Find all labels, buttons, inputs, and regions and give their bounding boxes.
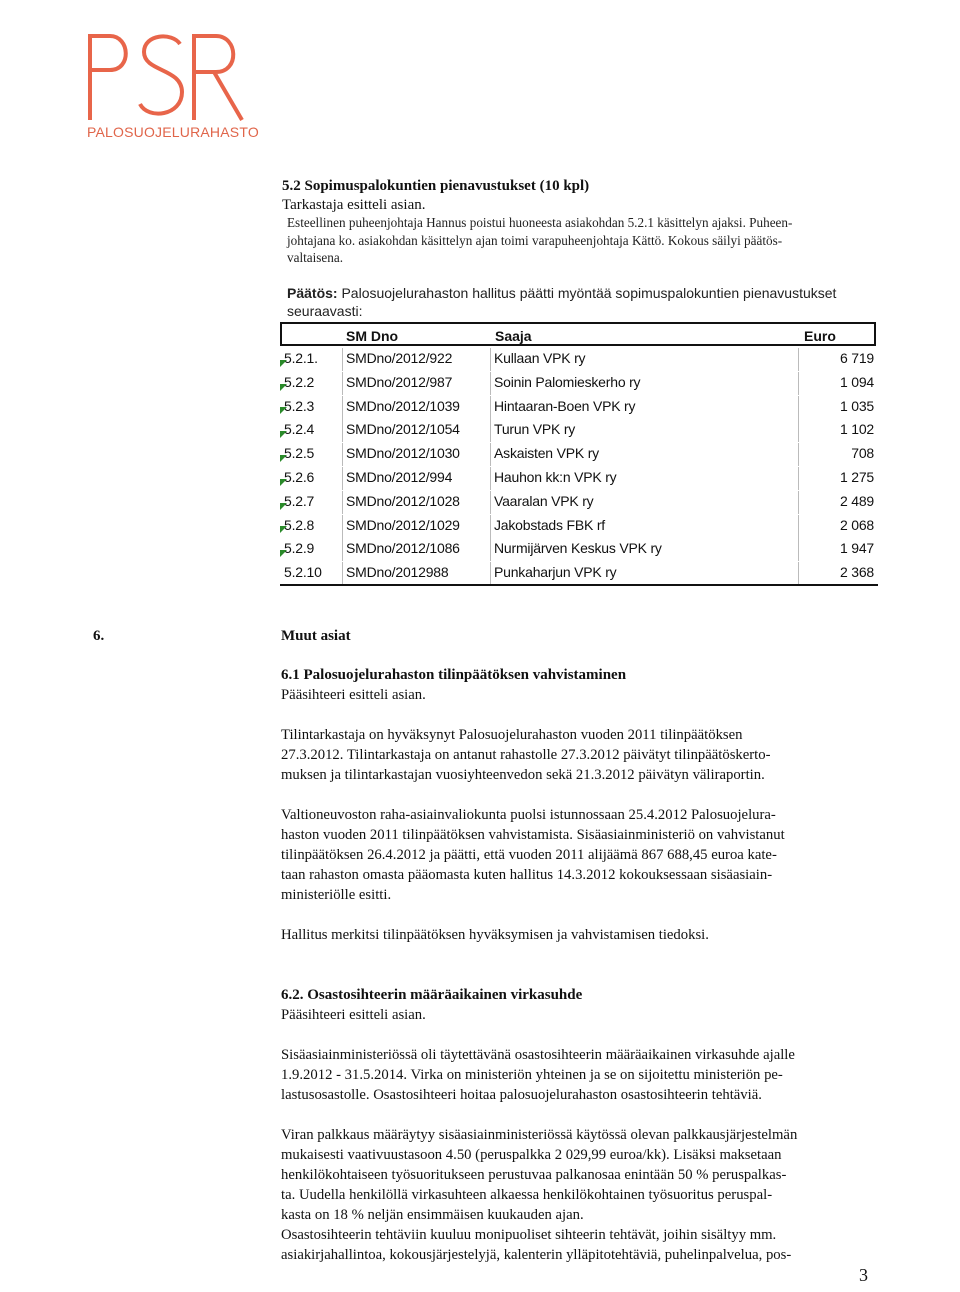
text-line: Tilintarkastaja on hyväksynyt Palosuojelurahaston vuoden 2011 tilinpäätöksen [281, 727, 743, 743]
table-row [280, 491, 878, 513]
table-bottom-border [280, 584, 878, 586]
comment-marker-icon [280, 479, 287, 486]
column-divider [490, 419, 491, 442]
row-dno: SMDno/2012/1029 [346, 516, 460, 533]
column-divider [490, 467, 491, 490]
text-line: ta. Uudella henkilöllä virkasuhteen alkaessa henkilökohtainen työsuoritus peruspal- [281, 1187, 773, 1203]
text-line: lastusosastolle. Osastosihteeri hoitaa palosuojelurahaston osastosihteerin tehtäviä. [281, 1087, 762, 1103]
row-dno: SMDno/2012/922 [346, 350, 453, 366]
text-line: Valtioneuvoston raha-asiainvaliokunta puolsi istunnossaan 25.4.2012 Palosuojelura- [281, 807, 776, 823]
psr-logo-mark [82, 28, 252, 128]
table-row [280, 443, 878, 465]
comment-marker-icon [280, 384, 287, 391]
section-62-paragraph1 [281, 1045, 795, 1105]
decision-line1 [287, 285, 836, 301]
row-id: 5.2.3 [284, 397, 315, 414]
column-divider [490, 491, 491, 514]
section-61-presenter: Pääsihteeri esitteli asian. [281, 687, 426, 703]
table-row [280, 562, 878, 584]
row-id: 5.2.5 [284, 445, 315, 462]
row-saaja: Punkaharjun VPK ry [494, 564, 617, 581]
section-62-heading: 6.2. Osastosihteerin määräaikainen virkasuhde [281, 987, 583, 1003]
row-id: 5.2.1. [284, 350, 318, 366]
row-saaja: Hauhon kk:n VPK ry [494, 469, 617, 485]
row-saaja: Turun VPK ry [494, 421, 576, 438]
comment-marker-icon [280, 431, 287, 438]
column-divider [342, 515, 343, 538]
column-divider [798, 562, 799, 585]
text-line: Sisäasiainministeriössä oli täytettävänä osastosihteerin määräaikainen virkasuhde ajalle [281, 1047, 795, 1063]
decision-line2: seuraavasti: [287, 303, 363, 319]
row-dno: SMDno/2012/987 [346, 373, 453, 390]
column-divider [798, 538, 799, 561]
column-divider [798, 491, 799, 514]
row-saaja: Jakobstads FBK rf [494, 516, 605, 533]
comment-marker-icon [280, 407, 287, 414]
column-divider [342, 467, 343, 490]
column-divider [490, 515, 491, 538]
section-61-heading: 6.1 Palosuojelurahaston tilinpäätöksen vahvistaminen [281, 667, 627, 683]
column-divider [490, 372, 491, 395]
column-divider [490, 348, 491, 371]
column-divider [798, 396, 799, 419]
column-divider [342, 396, 343, 419]
row-euro: 1 275 [839, 469, 874, 485]
header-saaja: Saaja [495, 328, 532, 344]
text-line: Osastosihteerin tehtäviin kuuluu monipuoliset sihteerin tehtävät, joihin sisältyy mm. [281, 1227, 777, 1243]
table-row [280, 396, 878, 418]
column-divider [342, 538, 343, 561]
column-divider [342, 348, 343, 371]
section-61-paragraph2 [281, 805, 785, 905]
row-euro: 1 947 [839, 540, 874, 557]
row-euro: 1 102 [839, 421, 874, 438]
row-id: 5.2.2 [284, 373, 315, 390]
column-divider [798, 348, 799, 371]
row-saaja: Soinin Palomieskerho ry [494, 373, 641, 390]
row-dno: SMDno/2012/1039 [346, 397, 460, 414]
row-euro: 2 368 [839, 564, 874, 581]
row-saaja: Kullaan VPK ry [494, 350, 586, 366]
text-line: mukaisesti vaativuustasoon 4.50 (peruspalkka 2 029,99 euroa/kk). Lisäksi maksetaan [281, 1147, 782, 1163]
section-62-presenter: Pääsihteeri esitteli asian. [281, 1007, 426, 1023]
row-dno: SMDno/2012988 [346, 564, 449, 581]
row-euro: 1 094 [839, 373, 874, 390]
text-line: 1.9.2012 - 31.5.2014. Virka on ministeriön yhteinen ja se on sijoitettu ministeriön pe- [281, 1067, 783, 1083]
table-row [280, 419, 878, 441]
row-euro: 6 719 [839, 350, 874, 366]
row-euro: 708 [851, 445, 874, 462]
row-euro: 2 068 [839, 516, 874, 533]
column-divider [342, 562, 343, 585]
row-dno: SMDno/2012/1054 [346, 421, 460, 438]
column-divider [798, 515, 799, 538]
column-divider [798, 372, 799, 395]
comment-marker-icon [280, 526, 287, 533]
row-id: 5.2.10 [284, 564, 322, 581]
table-row [280, 467, 878, 489]
header-smdno: SM Dno [346, 328, 399, 344]
header-euro: Euro [804, 328, 836, 344]
section-61-paragraph3 [281, 925, 709, 945]
section-6-number: 6. [93, 628, 105, 644]
section-52-note-line1: Esteellinen puheenjohtaja Hannus poistui huoneesta asiakohdan 5.2.1 käsittelyn ajaksi. Puheen- [287, 215, 793, 230]
column-divider [342, 372, 343, 395]
text-line: taan rahaston omasta pääomasta kuten hallitus 14.3.2012 kokouksessaan sisäasiain- [281, 867, 773, 883]
comment-marker-icon [280, 360, 287, 367]
section-6-title: Muut asiat [281, 628, 351, 644]
row-id: 5.2.8 [284, 516, 315, 533]
text-line: Hallitus merkitsi tilinpäätöksen hyväksymisen ja vahvistamisen tiedoksi. [281, 927, 709, 943]
table-row [280, 372, 878, 394]
comment-marker-icon [280, 550, 287, 557]
column-divider [798, 467, 799, 490]
text-line: tilinpäätöksen 26.4.2012 ja päätti, että vuoden 2011 alijäämä 867 688,45 euroa kate- [281, 847, 777, 863]
section-52-heading: 5.2 Sopimuspalokuntien pienavustukset (10 kpl) [282, 178, 590, 194]
table-row [280, 515, 878, 537]
table-header [280, 322, 876, 346]
text-line: henkilökohtaiseen työsuoritukseen perustuvaa palkanosaa enintään 50 % peruspalkas- [281, 1167, 787, 1183]
column-divider [490, 396, 491, 419]
column-divider [490, 443, 491, 466]
text-line: ministeriölle esitti. [281, 887, 392, 903]
row-saaja: Nurmijärven Keskus VPK ry [494, 540, 662, 557]
row-euro: 2 489 [839, 492, 874, 509]
text-line: kasta on 18 % neljän ensimmäisen kuukauden ajan. [281, 1207, 584, 1223]
row-id: 5.2.7 [284, 492, 315, 509]
page-number: 3 [859, 1265, 868, 1285]
row-id: 5.2.4 [284, 421, 315, 438]
row-dno: SMDno/2012/994 [346, 469, 453, 485]
row-saaja: Vaaralan VPK ry [494, 492, 594, 509]
decision-text: Palosuojelurahaston hallitus päätti myöntää sopimuspalokuntien pienavustukset [337, 285, 837, 301]
decision-label: Päätös: [287, 285, 338, 301]
comment-marker-icon [280, 503, 287, 510]
column-divider [798, 419, 799, 442]
section-52-note-line3: valtaisena. [287, 250, 344, 265]
text-line: 27.3.2012. Tilintarkastaja on antanut rahastolle 27.3.2012 päivätyt tilinpäätöskerto- [281, 747, 771, 763]
column-divider [342, 443, 343, 466]
section-52-presenter: Tarkastaja esitteli asian. [282, 197, 426, 213]
comment-marker-icon [280, 455, 287, 462]
section-61-paragraph1 [281, 725, 771, 785]
row-id: 5.2.6 [284, 469, 315, 485]
row-dno: SMDno/2012/1086 [346, 540, 460, 557]
row-id: 5.2.9 [284, 540, 315, 557]
text-line: haston vuoden 2011 tilinpäätöksen vahvistamista. Sisäasiainministeriö on vahvistanut [281, 827, 785, 843]
column-divider [342, 491, 343, 514]
text-line: asiakirjahallintoa, kokousjärjestelyjä, kalenterin ylläpitotehtäviä, puhelinpalvelua, pos- [281, 1247, 792, 1263]
section-52-note-line2: johtajana ko. asiakohdan käsittelyn ajan toimi varapuheenjohtaja Kättö. Kokous säilyi päätös- [287, 233, 783, 248]
row-dno: SMDno/2012/1028 [346, 492, 460, 509]
column-divider [490, 562, 491, 585]
row-saaja: Hintaaran-Boen VPK ry [494, 397, 636, 414]
logo-subtitle: PALOSUOJELURAHASTO [87, 124, 259, 140]
table-row [280, 348, 878, 370]
column-divider [798, 443, 799, 466]
table-row [280, 538, 878, 560]
row-saaja: Askaisten VPK ry [494, 445, 599, 462]
row-dno: SMDno/2012/1030 [346, 445, 460, 462]
row-euro: 1 035 [839, 397, 874, 414]
text-line: muksen ja tilintarkastajan vuosiyhteenvedon sekä 21.3.2012 päivätyn väliraportin. [281, 767, 765, 783]
text-line: Viran palkkaus määräytyy sisäasiainministeriössä käytössä olevan palkkausjärjestelmän [281, 1127, 798, 1143]
column-divider [342, 419, 343, 442]
section-62-paragraph2 [281, 1125, 797, 1265]
column-divider [490, 538, 491, 561]
